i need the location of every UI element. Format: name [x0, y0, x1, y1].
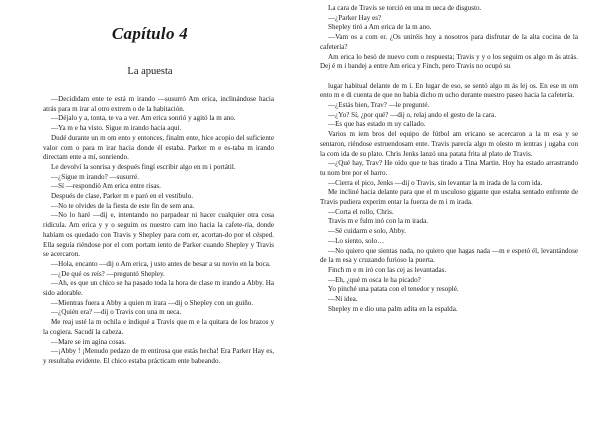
paragraph: —¿Parker Hay es?	[328, 13, 382, 22]
paragraph: Me reaj usté la m ochila e indiqué a Travis que m e la quitara de los brazos y la cogiera. Sacudí la cabeza.	[43, 318, 274, 336]
paragraph: —Ah, es que un chico se ha pasado toda la hora de clase m irando a Abby. Ha sido adorable.	[43, 279, 274, 298]
paragraph: —¿Yo? Sí, ¿por qué? —dij o, relaj ando el gesto de la cara.	[328, 110, 497, 119]
paragraph: —No quiero que sientas nada, no quiero que hagas nada —m e espetó él, levantándose de la m esa y cruzando furioso la puerta.	[320, 246, 578, 265]
paragraph: —No lo haré —dij e, intentando no parpadear ni hacer cualquier otra cosa ridícula. Am erica y y o seguim os nuestro cam ino hacia la cafete-ría, donde habíam os quedado con Travis y Shepley para com er, acortan-do por el césped. Ella seguía riéndose por el com portam iento de Parker cuando Shepley y Travis se acercaron.	[43, 211, 274, 259]
paragraph: —Sí —respondió Am erica entre risas.	[51, 182, 161, 191]
paragraph: Varios m iem bros del equipo de fútbol am ericano se acercaron a la m esa y se sentaron, riéndose estruendosam ente. Travis parecía algo m olesto m ientras j ugaba con la com ida de su plato. Chris Jenks lanzó una patata frita al plato de Travis.	[320, 130, 578, 158]
paragraph: —Cierra el pico, Jenks —dij o Travis, sin levantar la m irada de la com ida.	[328, 178, 543, 187]
paragraph: Dudé durante un m om ento y entonces, finalm ente, hice acopio del suficiente valor com o para m irar hacia donde él estaba. Parker m e es-taba m irando directam ente a mí, sonriendo.	[43, 133, 274, 162]
paragraph: Finch m e m iró con las cej as levantadas.	[328, 265, 447, 274]
paragraph: —Ya m e ha visto. Sigue m irando hacia aquí.	[51, 124, 182, 133]
right-page-text	[320, 4, 578, 314]
paragraph: Después de clase, Parker m e paró en el vestíbulo.	[51, 192, 194, 201]
paragraph: La cara de Travis se torció en una m ueca de disgusto.	[328, 4, 482, 12]
paragraph: —¿Sigue m irando? —susurré.	[51, 172, 139, 181]
paragraph: —Déjalo y a, tonta, te va a ver. Am erica sonrió y agitó la m ano.	[51, 114, 236, 123]
paragraph: —Sé cuidarm e solo, Abby.	[328, 227, 406, 236]
paragraph: —¿Qué hay, Trav? He oído que te has tirado a Tina Martin. Hoy ha estado arrastrando tu nom bre por el barro.	[320, 159, 578, 177]
section-title: La apuesta	[127, 66, 173, 77]
paragraph: —Mare se im agina cosas.	[51, 337, 127, 346]
paragraph: —¿De qué os reís? —preguntó Shepley.	[51, 269, 165, 278]
paragraph: Travis m e fulm inó con la m irada.	[328, 217, 429, 226]
paragraph: Am erica lo besó de nuevo com o respuesta; Travis y y o los seguim os algo m ás atrás. Dej é m i bandej a entre Am erica y Finch, pero Travis no ocupó su	[320, 52, 578, 71]
paragraph: —Decididam ente te está m irando —susurró Am erica, inclinándose hacia atrás para m irar al otro extrem o de la habitación.	[43, 95, 274, 113]
paragraph: —Ni idea.	[328, 295, 358, 304]
paragraph: lugar habitual delante de m í. En lugar de eso, se sentó algo m ás lej os. En ese m om ento m e di cuenta de que no había dicho m ucho durante nuestro paseo hacia la cafetería.	[320, 81, 578, 100]
paragraph: Shepley tiró a Am erica de la m ano.	[328, 23, 432, 32]
paragraph: Le devolví la sonrisa y después fingí escribir algo en m i portátil.	[51, 162, 236, 171]
paragraph: —¿Quién era? —dij o Travis con una m ueca.	[51, 308, 182, 317]
left-page-text	[43, 95, 274, 367]
chapter-title: Capítulo 4	[111, 24, 189, 43]
paragraph: —¿Estás bien, Trav? —le pregunté.	[328, 101, 430, 110]
paragraph: —Eh, ¿qué m osca le ha picado?	[328, 275, 421, 284]
paragraph: Shepley m e dio una palm adita en la espalda.	[328, 304, 458, 313]
paragraph: Yo pinché una patata con el tenedor y resoplé.	[328, 285, 459, 294]
right-page	[300, 0, 600, 428]
paragraph: —No te olvides de la fiesta de este fin de sem ana.	[51, 201, 195, 210]
paragraph: —Vam os a com er. ¿Os uniréis hoy a nosotros para disfrutar de la alta cocina de la cafetería?	[320, 33, 578, 51]
paragraph: —¡Abby ! ¡Menudo pedazo de m entirosa que estás hecha! Era Parker Hay es, y resultaba evidente. El chico estaba prácticam ente babeando.	[43, 347, 274, 365]
paragraph	[320, 72, 578, 82]
paragraph: —Mientras fuera a Abby a quien m irara —dij o Shepley con un guiño.	[51, 298, 254, 307]
paragraph: —Hola, encanto —dij o Am erica, j usto antes de besar a su novio en la boca.	[51, 259, 271, 268]
paragraph: Me incliné hacia delante para que el m usculoso gigante que estaba sentado enfrente de Travis pudiera experim entar la fuerza de m i m irada.	[320, 188, 578, 207]
paragraph: —Es que has estado m uy callado.	[328, 120, 426, 129]
paragraph: —Corta el rollo, Chris.	[328, 207, 394, 216]
paragraph: —Lo siento, solo…	[328, 236, 385, 245]
